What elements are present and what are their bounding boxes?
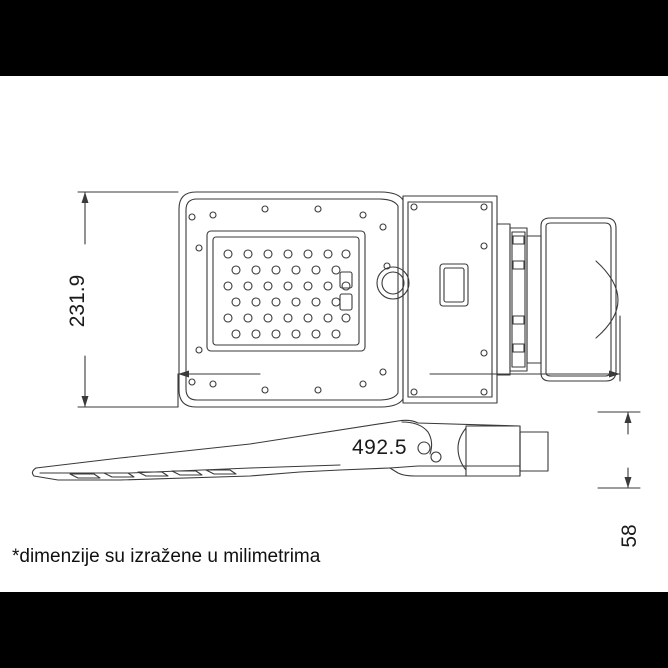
width-dimension-label [352, 436, 407, 460]
depth-dimension-value: 58 [618, 524, 641, 548]
height-dimension-label [66, 246, 90, 356]
width-dimension-lines [178, 316, 620, 407]
depth-dimension-lines [598, 412, 640, 488]
height-dimension-value: 231.9 [66, 274, 89, 328]
led-array [224, 250, 350, 338]
bracket-bolts [513, 236, 524, 352]
housing-screws [189, 204, 487, 395]
technical-drawing-sheet [0, 76, 668, 592]
luminaire-side-view [32, 420, 548, 480]
depth-dimension-label [618, 506, 642, 566]
dimension-drawing-svg [0, 76, 668, 592]
luminaire-top-view [179, 192, 618, 407]
height-dimension-lines [78, 192, 178, 407]
units-footnote: *dimenzije su izražene u milimetrima [12, 546, 321, 567]
width-dimension-value: 492.5 [352, 436, 408, 459]
